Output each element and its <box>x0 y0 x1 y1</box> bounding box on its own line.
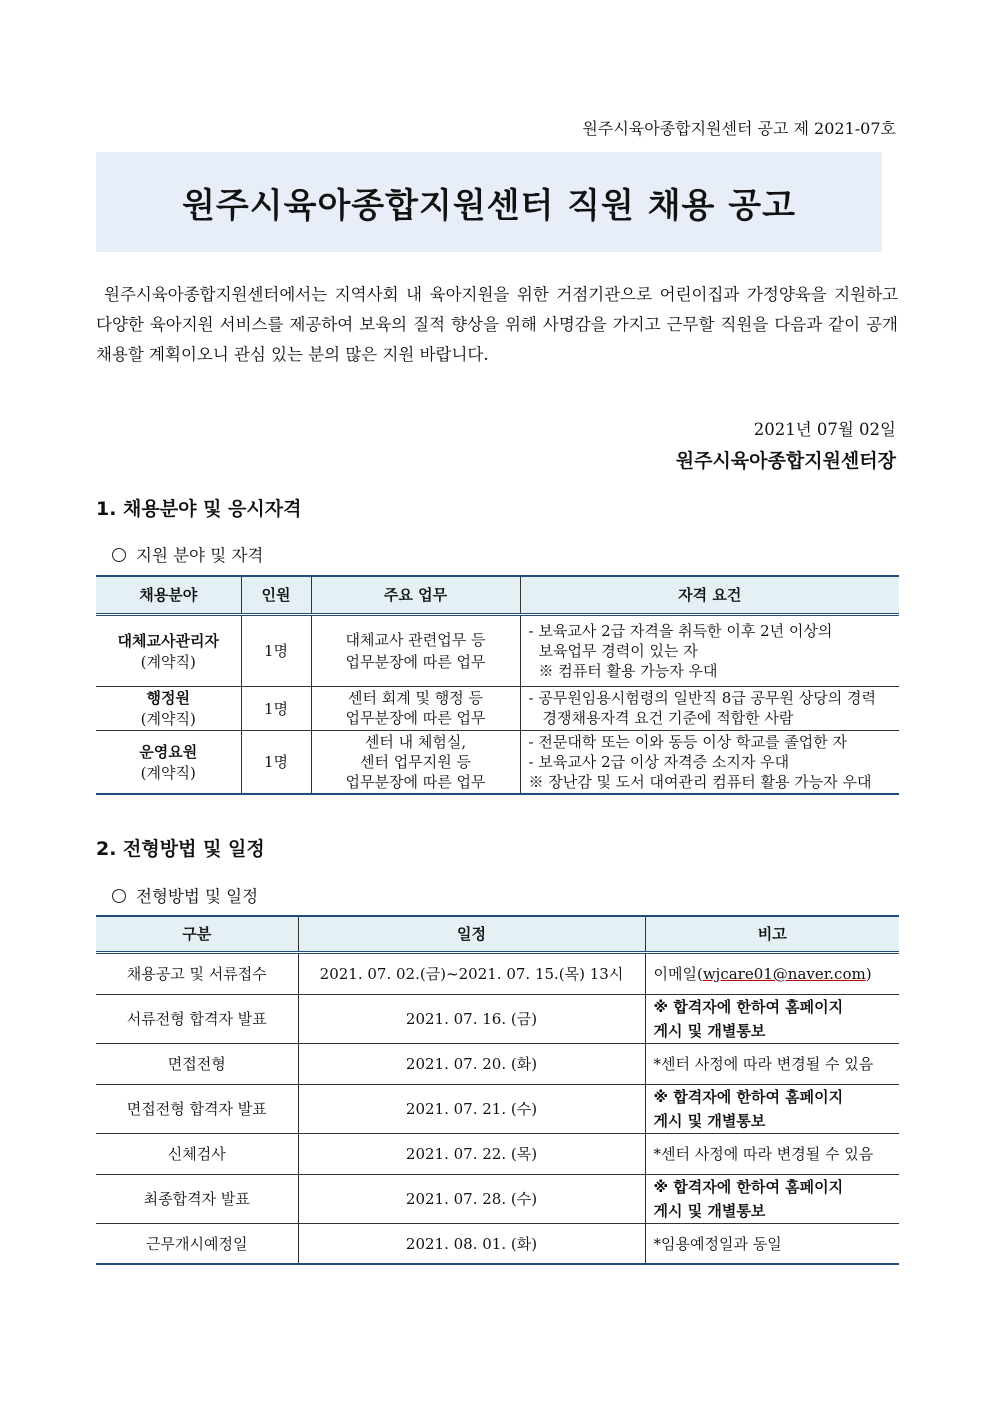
title-banner <box>96 152 882 252</box>
requirement-line: - 공무원임용시험령의 일반직 8급 공무원 상당의 경력 <box>528 689 877 707</box>
table-row <box>96 1174 899 1223</box>
section2-subtitle-text: 전형방법 및 일정 <box>136 887 259 906</box>
stage-cell: 근무개시예정일 <box>96 1223 298 1264</box>
schedule-cell: 2021. 07. 22. (목) <box>298 1133 645 1174</box>
page-title: 원주시육아종합지원센터 직원 채용 공고 <box>182 185 796 226</box>
contract-type: (계약직) <box>140 710 196 728</box>
field-name: 행정원 <box>146 689 190 707</box>
contract-type: (계약직) <box>140 652 196 671</box>
table-row <box>96 614 899 686</box>
requirement-line: ※ 컴퓨터 활용 가능자 우대 <box>538 661 718 680</box>
note-line: 게시 및 개별통보 <box>653 1111 766 1130</box>
duty-line: 센터 회계 및 행정 등 <box>348 689 483 707</box>
duty-line: 업무분장에 따른 업무 <box>345 772 486 791</box>
qualification-table <box>96 575 899 795</box>
contract-type: (계약직) <box>140 763 196 782</box>
header-schedule: 일정 <box>298 916 645 952</box>
section1-title: 1. 채용분야 및 응시자격 <box>96 498 302 520</box>
section2-subtitle <box>112 883 258 907</box>
requirement-line: 경쟁채용자격 요건 기준에 적합한 사람 <box>542 709 794 727</box>
requirements-cell <box>520 730 899 794</box>
header-count: 인원 <box>241 576 311 614</box>
duties-cell <box>311 730 520 794</box>
schedule-cell: 2021. 07. 21. (수) <box>298 1084 645 1133</box>
stage-cell: 서류전형 합격자 발표 <box>96 994 298 1043</box>
field-cell <box>96 614 241 686</box>
note-line: ※ 합격자에 한하여 홈페이지 <box>653 1177 844 1196</box>
note-prefix: 이메일( <box>653 965 703 983</box>
count-cell: 1명 <box>241 730 311 794</box>
intro-paragraph <box>96 280 898 370</box>
stage-cell: 최종합격자 발표 <box>96 1174 298 1223</box>
duty-line: 센터 업무지원 등 <box>360 752 471 771</box>
note-suffix: ) <box>865 965 872 983</box>
table-row <box>96 994 899 1043</box>
note-cell: *센터 사정에 따라 변경될 수 있음 <box>645 1043 899 1084</box>
note-line: 게시 및 개별통보 <box>653 1201 766 1220</box>
issuer: 원주시육아종합지원센터장 <box>675 450 896 472</box>
header-note: 비고 <box>645 916 899 952</box>
requirement-line: 보육업무 경력이 있는 자 <box>538 641 698 660</box>
circle-bullet-icon <box>112 548 126 562</box>
note-line: ※ 합격자에 한하여 홈페이지 <box>653 997 844 1016</box>
count-cell: 1명 <box>241 686 311 730</box>
stage-cell: 면접전형 <box>96 1043 298 1084</box>
header-stage: 구분 <box>96 916 298 952</box>
schedule-cell: 2021. 07. 20. (화) <box>298 1043 645 1084</box>
requirement-line: - 보육교사 2급 자격을 취득한 이후 2년 이상의 <box>528 621 833 640</box>
header-field: 채용분야 <box>96 576 241 614</box>
field-name: 운영요원 <box>139 742 198 761</box>
field-cell <box>96 686 241 730</box>
schedule-cell: 2021. 07. 28. (수) <box>298 1174 645 1223</box>
email-link[interactable]: wjcare01@naver.com <box>702 965 866 983</box>
schedule-cell: 2021. 08. 01. (화) <box>298 1223 645 1264</box>
table-row <box>96 686 899 730</box>
table-row <box>96 730 899 794</box>
table-row <box>96 1133 899 1174</box>
table-row <box>96 1223 899 1264</box>
stage-cell: 면접전형 합격자 발표 <box>96 1084 298 1133</box>
duties-cell <box>311 614 520 686</box>
field-name: 대체교사관리자 <box>117 631 219 650</box>
note-cell <box>645 952 899 994</box>
note-cell <box>645 1084 899 1133</box>
section1-subtitle-text: 지원 분야 및 자격 <box>136 546 264 565</box>
table-row <box>96 1043 899 1084</box>
intro-text: 원주시육아종합지원센터에서는 지역사회 내 육아지원을 위한 거점기관으로 어린이집과 가정양육을 지원하고 다양한 육아지원 서비스를 제공하여 보육의 질적 향상을 위해 사명감을 가지고 근무할 직원을 다음과 같이 공개 채용할 계획이오니 관심 있는 분의 많은 지원 바랍니다. <box>96 285 898 364</box>
header-duties: 주요 업무 <box>311 576 520 614</box>
count-cell: 1명 <box>241 614 311 686</box>
table-row <box>96 1084 899 1133</box>
requirements-cell <box>520 686 899 730</box>
stage-cell: 채용공고 및 서류접수 <box>96 952 298 994</box>
note-cell <box>645 1174 899 1223</box>
note-cell: *센터 사정에 따라 변경될 수 있음 <box>645 1133 899 1174</box>
header-requirements: 자격 요건 <box>520 576 899 614</box>
section1-subtitle <box>112 542 263 566</box>
notice-number: 원주시육아종합지원센터 공고 제 2021-07호 <box>582 119 896 138</box>
duty-line: 대체교사 관련업무 등 <box>345 630 486 649</box>
requirement-line: ※ 장난감 및 도서 대여관리 컴퓨터 활용 가능자 우대 <box>528 772 872 791</box>
section2-title: 2. 전형방법 및 일정 <box>96 838 265 860</box>
requirements-cell <box>520 614 899 686</box>
duties-cell <box>311 686 520 730</box>
note-line: ※ 합격자에 한하여 홈페이지 <box>653 1087 844 1106</box>
duty-line: 업무분장에 따른 업무 <box>345 652 486 671</box>
note-cell <box>645 994 899 1043</box>
note-cell: *임용예정일과 동일 <box>645 1223 899 1264</box>
field-cell <box>96 730 241 794</box>
circle-bullet-icon <box>112 889 126 903</box>
schedule-cell: 2021. 07. 02.(금)~2021. 07. 15.(목) 13시 <box>298 952 645 994</box>
notice-date: 2021년 07월 02일 <box>753 420 896 439</box>
stage-cell: 신체검사 <box>96 1133 298 1174</box>
requirement-line: - 전문대학 또는 이와 동등 이상 학교를 졸업한 자 <box>528 732 848 751</box>
schedule-table <box>96 915 899 1265</box>
schedule-cell: 2021. 07. 16. (금) <box>298 994 645 1043</box>
note-line: 게시 및 개별통보 <box>653 1021 766 1040</box>
duty-line: 업무분장에 따른 업무 <box>345 709 486 727</box>
requirement-line: - 보육교사 2급 이상 자격증 소지자 우대 <box>528 752 790 771</box>
duty-line: 센터 내 체험실, <box>364 732 467 751</box>
table-row <box>96 952 899 994</box>
